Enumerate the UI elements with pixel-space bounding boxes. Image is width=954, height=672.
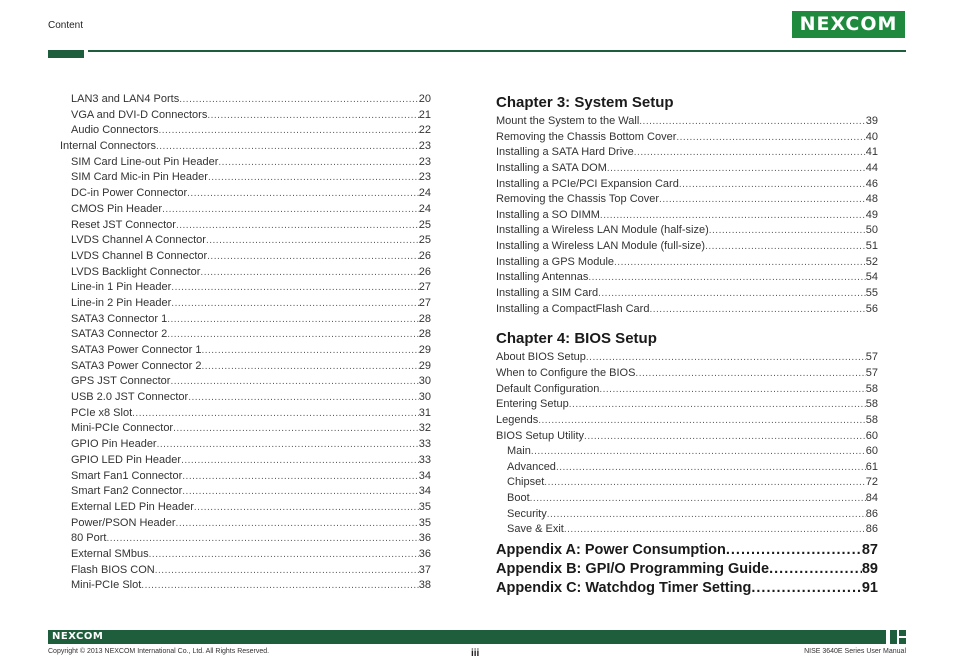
toc-entry[interactable]	[60, 186, 431, 202]
toc-entry-page: 35	[418, 500, 431, 513]
toc-entry-label: Installing a SIM Card	[496, 287, 599, 300]
toc-entry-label: Installing a SATA DOM	[496, 161, 607, 174]
toc-entry[interactable]	[60, 312, 431, 328]
toc-entry[interactable]	[496, 366, 878, 382]
toc-entry-page: 48	[865, 193, 878, 206]
toc-entry-label: Mini-PCIe Slot	[71, 579, 142, 592]
toc-entry[interactable]	[60, 343, 431, 359]
toc-entry-page: 72	[865, 476, 878, 489]
toc-left-column	[60, 92, 431, 594]
dot-leader	[149, 547, 419, 563]
dot-leader	[106, 531, 418, 547]
dot-leader	[599, 382, 865, 398]
toc-entry[interactable]	[60, 516, 431, 532]
dot-leader	[182, 469, 418, 485]
toc-entry[interactable]	[60, 469, 431, 485]
toc-entry[interactable]	[60, 265, 431, 281]
toc-entry-page: 37	[418, 563, 431, 576]
toc-entry-label: Default Configuration	[496, 382, 600, 395]
dot-leader	[170, 374, 418, 390]
toc-entry[interactable]	[60, 123, 431, 139]
dot-leader	[173, 421, 419, 437]
toc-entry-label: About BIOS Setup	[496, 351, 586, 364]
toc-entry-label: Security	[507, 507, 547, 520]
toc-entry[interactable]	[496, 429, 878, 445]
chapter3-title: Chapter 3: System Setup	[496, 94, 674, 111]
toc-entry-page: 20	[418, 93, 431, 105]
toc-entry[interactable]	[60, 437, 431, 453]
toc-entry-label: Save & Exit	[507, 523, 564, 536]
toc-entry-label: Installing Antennas	[496, 271, 589, 284]
toc-entry[interactable]	[496, 507, 878, 523]
toc-entry-page: 49	[865, 208, 878, 221]
toc-entry[interactable]	[60, 92, 431, 108]
toc-entry-page: 33	[418, 438, 431, 451]
toc-entry-page: 58	[865, 398, 878, 411]
toc-entry[interactable]	[60, 421, 431, 437]
toc-entry-page: 55	[865, 287, 878, 300]
toc-entry[interactable]	[496, 145, 878, 161]
toc-entry-page: 21	[418, 108, 431, 121]
toc-entry-page: 35	[418, 516, 431, 529]
toc-entry-label: CMOS Pin Header	[71, 202, 163, 215]
dot-leader	[188, 390, 419, 406]
dot-leader	[607, 161, 866, 177]
toc-entry-label: Installing a SO DIMM	[496, 208, 600, 221]
toc-entry[interactable]	[496, 177, 878, 193]
toc-entry-page: 29	[418, 359, 431, 372]
toc-entry-page: 23	[418, 171, 431, 184]
toc-right-column	[496, 92, 878, 598]
toc-entry[interactable]	[60, 374, 431, 390]
toc-entry[interactable]	[60, 139, 431, 155]
dot-leader	[659, 192, 866, 208]
toc-entry-page: 24	[418, 202, 431, 215]
toc-entry-label: External SMbus	[71, 547, 149, 560]
toc-entry-label: Installing a SATA Hard Drive	[496, 146, 634, 159]
dot-leader	[194, 500, 419, 516]
chapter4-title: Chapter 4: BIOS Setup	[496, 330, 657, 348]
dot-leader	[614, 255, 866, 271]
dot-leader	[584, 429, 866, 445]
toc-entry-page: 38	[418, 579, 431, 592]
toc-entry-label: LVDS Backlight Connector	[71, 265, 201, 278]
dot-leader	[564, 522, 866, 538]
toc-entry[interactable]	[496, 302, 878, 318]
toc-entry-page: 58	[865, 413, 878, 426]
dot-leader	[218, 155, 418, 171]
dot-leader	[569, 397, 866, 413]
toc-entry-page: 24	[418, 187, 431, 200]
toc-entry[interactable]	[496, 286, 878, 302]
toc-entry-page: 25	[418, 218, 431, 231]
dot-leader	[187, 186, 419, 202]
toc-entry[interactable]	[60, 249, 431, 265]
toc-entry[interactable]	[60, 359, 431, 375]
dot-leader	[207, 249, 419, 265]
appendix-page: 89	[861, 561, 878, 578]
toc-entry-label: Main	[507, 445, 531, 458]
dot-leader	[179, 92, 419, 108]
toc-entry-label: LVDS Channel B Connector	[71, 249, 208, 262]
dot-leader	[705, 239, 866, 255]
toc-entry-page: 34	[418, 469, 431, 482]
toc-entry-label: Internal Connectors	[60, 140, 156, 153]
toc-entry-page: 50	[865, 224, 878, 237]
dot-leader	[709, 223, 866, 239]
toc-entry[interactable]	[60, 390, 431, 406]
dot-leader	[171, 280, 418, 296]
toc-entry-label: Smart Fan1 Connector	[71, 469, 183, 482]
dot-leader	[176, 218, 419, 234]
copyright-text: Copyright © 2013 NEXCOM International Co., Ltd. All Rights Reserved.	[48, 648, 270, 655]
appendix-label: Appendix A: Power Consumption	[496, 542, 726, 559]
toc-entry[interactable]	[496, 522, 878, 538]
dot-leader	[141, 578, 418, 594]
toc-entry-page: 26	[418, 265, 431, 278]
toc-entry[interactable]	[60, 547, 431, 563]
toc-entry[interactable]	[60, 202, 431, 218]
toc-entry-page: 57	[865, 351, 878, 364]
toc-entry-page: 28	[418, 328, 431, 341]
toc-entry-page: 33	[418, 453, 431, 466]
toc-entry-page: 36	[418, 532, 431, 545]
toc-entry-label: Installing a Wireless LAN Module (full-size)	[496, 240, 706, 253]
dot-leader	[200, 265, 418, 281]
toc-entry-label: Line-in 1 Pin Header	[71, 281, 172, 294]
toc-entry[interactable]	[60, 280, 431, 296]
toc-entry-page: 60	[865, 429, 878, 442]
dot-leader	[176, 516, 419, 532]
toc-entry-page: 27	[418, 281, 431, 294]
dot-leader	[167, 327, 419, 343]
toc-entry-page: 44	[865, 161, 878, 174]
toc-entry[interactable]	[496, 130, 878, 146]
toc-entry-label: Removing the Chassis Bottom Cover	[496, 130, 677, 143]
toc-entry[interactable]	[60, 296, 431, 312]
dot-leader	[679, 177, 866, 193]
toc-entry-page: 84	[865, 492, 878, 505]
dot-leader	[544, 475, 865, 491]
toc-entry-label: BIOS Setup Utility	[496, 429, 585, 442]
toc-entry[interactable]	[496, 460, 878, 476]
toc-entry-label: External LED Pin Header	[71, 500, 194, 513]
dot-leader	[531, 444, 866, 460]
dot-leader	[751, 579, 861, 598]
dot-leader	[547, 507, 866, 523]
dot-leader	[635, 366, 865, 382]
toc-entry-label: DC-in Power Connector	[71, 187, 188, 200]
toc-entry[interactable]	[496, 161, 878, 177]
dot-leader	[201, 343, 418, 359]
dot-leader	[206, 233, 419, 249]
toc-entry-label: Boot	[507, 492, 530, 505]
header-section-label: Content	[48, 20, 84, 31]
toc-entry[interactable]	[496, 413, 878, 429]
dot-leader	[726, 541, 862, 560]
toc-entry[interactable]	[60, 563, 431, 579]
header-rule	[88, 50, 906, 52]
toc-entry[interactable]	[496, 350, 878, 366]
dot-leader	[167, 312, 419, 328]
toc-entry[interactable]	[496, 255, 878, 271]
toc-entry-page: 23	[418, 140, 431, 153]
toc-entry[interactable]	[60, 453, 431, 469]
toc-entry-label: Mount the System to the Wall	[496, 115, 640, 127]
toc-entry-label: Legends	[496, 413, 539, 426]
footer-squares-icon	[890, 630, 906, 644]
toc-entry-label: GPS JST Connector	[71, 375, 171, 388]
toc-entry[interactable]	[496, 208, 878, 224]
footer-logo: NEXCOM	[52, 631, 104, 642]
toc-entry-page: 58	[865, 382, 878, 395]
toc-entry-page: 40	[865, 130, 878, 143]
dot-leader	[676, 130, 865, 146]
dot-leader	[556, 460, 866, 476]
toc-entry-page: 28	[418, 312, 431, 325]
toc-entry-page: 57	[865, 366, 878, 379]
manual-title: NISE 3640E Series User Manual	[804, 648, 906, 655]
dot-leader	[600, 208, 866, 224]
dot-leader	[769, 560, 862, 579]
appendix-page: 91	[861, 580, 878, 597]
toc-entry-page: 27	[418, 296, 431, 309]
toc-entry-label: Line-in 2 Pin Header	[71, 296, 172, 309]
toc-entry-label: Installing a PCIe/PCI Expansion Card	[496, 177, 679, 190]
dot-leader	[207, 108, 418, 124]
toc-entry-label: Reset JST Connector	[71, 218, 176, 231]
toc-entry[interactable]	[496, 192, 878, 208]
dot-leader	[586, 350, 866, 366]
dot-leader	[132, 406, 419, 422]
dot-leader	[208, 170, 419, 186]
toc-entry-page: 30	[418, 375, 431, 388]
dot-leader	[181, 453, 419, 469]
toc-entry[interactable]	[496, 397, 878, 413]
appendix-label: Appendix B: GPI/O Programming Guide	[496, 561, 770, 578]
toc-entry[interactable]	[496, 223, 878, 239]
toc-entry[interactable]	[496, 114, 878, 130]
toc-entry-label: LAN3 and LAN4 Ports	[71, 93, 180, 105]
toc-entry-page: 30	[418, 391, 431, 404]
toc-entry[interactable]	[496, 270, 878, 286]
toc-entry-label: Installing a CompactFlash Card	[496, 302, 650, 315]
nexcom-logo	[792, 11, 905, 38]
toc-entry[interactable]	[60, 108, 431, 124]
dot-leader	[530, 491, 866, 507]
toc-entry-page: 22	[418, 124, 431, 137]
toc-entry-label: GPIO LED Pin Header	[71, 453, 182, 466]
toc-entry-label: Installing a GPS Module	[496, 255, 615, 268]
page-number: iii	[471, 648, 480, 659]
toc-entry-label: When to Configure the BIOS	[496, 366, 636, 379]
toc-entry-page: 61	[865, 460, 878, 473]
toc-entry-label: Mini-PCIe Connector	[71, 422, 174, 435]
toc-entry[interactable]	[496, 382, 878, 398]
dot-leader	[538, 413, 866, 429]
toc-entry[interactable]	[60, 531, 431, 547]
toc-entry-page: 46	[865, 177, 878, 190]
appendix-entry[interactable]	[496, 560, 878, 579]
dot-leader	[598, 286, 866, 302]
toc-entry-label: Advanced	[507, 460, 556, 473]
toc-entry-page: 31	[418, 406, 431, 419]
appendix-entry[interactable]	[496, 579, 878, 598]
dot-leader	[155, 563, 419, 579]
toc-entry-label: Smart Fan2 Connector	[71, 485, 183, 498]
toc-entry-label: Flash BIOS CON	[71, 563, 155, 576]
toc-entry-page: 36	[418, 547, 431, 560]
toc-entry-page: 29	[418, 344, 431, 356]
toc-entry-label: SATA3 Power Connector 1	[71, 344, 202, 356]
dot-leader	[634, 145, 866, 161]
dot-leader	[639, 114, 865, 130]
toc-entry[interactable]	[496, 239, 878, 255]
toc-entry-page: 54	[865, 271, 878, 284]
toc-entry[interactable]	[496, 444, 878, 460]
chapter3-entries	[496, 114, 878, 317]
toc-entry[interactable]	[496, 491, 878, 507]
appendix-list	[496, 541, 878, 598]
toc-entry-label: SIM Card Line-out Pin Header	[71, 155, 219, 168]
toc-entry-page: 52	[865, 255, 878, 268]
toc-entry-page: 26	[418, 249, 431, 262]
toc-entry-label: LVDS Channel A Connector	[71, 234, 206, 247]
dot-leader	[157, 437, 419, 453]
appendix-entry[interactable]	[496, 541, 878, 560]
toc-entry-page: 41	[865, 146, 878, 159]
toc-entry-label: Chipset	[507, 476, 545, 489]
toc-entry-page: 51	[865, 240, 878, 253]
toc-entry-label: Power/PSON Header	[71, 516, 176, 529]
toc-entry[interactable]	[60, 233, 431, 249]
toc-entry-label: SIM Card Mic-in Pin Header	[71, 171, 208, 184]
toc-entry-label: Audio Connectors	[71, 124, 159, 137]
dot-leader	[171, 296, 418, 312]
toc-entry-label: SATA3 Connector 1	[71, 312, 168, 325]
toc-entry-page: 23	[418, 155, 431, 168]
toc-entry[interactable]	[60, 170, 431, 186]
toc-entry-page: 86	[865, 523, 878, 536]
toc-entry[interactable]	[60, 218, 431, 234]
toc-entry-page: 32	[418, 422, 431, 435]
dot-leader	[649, 302, 865, 318]
nexcom-logo-text: NEXCOM	[799, 13, 898, 35]
dot-leader	[156, 139, 419, 155]
dot-leader	[158, 123, 418, 139]
toc-entry-page: 39	[865, 115, 878, 127]
toc-entry-label: 80 Port	[71, 532, 107, 545]
toc-entry-page: 34	[418, 485, 431, 498]
toc-entry-label: GPIO Pin Header	[71, 438, 157, 451]
toc-entry-label: SATA3 Power Connector 2	[71, 359, 202, 372]
toc-entry[interactable]	[60, 406, 431, 422]
toc-entry-page: 60	[865, 445, 878, 458]
toc-entry[interactable]	[60, 155, 431, 171]
toc-entry[interactable]	[60, 484, 431, 500]
toc-entry[interactable]	[60, 500, 431, 516]
toc-entry-page: 56	[865, 302, 878, 315]
toc-entry-label: Removing the Chassis Top Cover	[496, 193, 660, 206]
appendix-page: 87	[861, 542, 878, 559]
header-block	[48, 50, 84, 58]
toc-entry-label: PCIe x8 Slot	[71, 406, 133, 419]
dot-leader	[182, 484, 418, 500]
dot-leader	[588, 270, 865, 286]
toc-entry-label: Installing a Wireless LAN Module (half-size)	[496, 224, 709, 237]
toc-entry-label: VGA and DVI-D Connectors	[71, 108, 208, 121]
footer-bar	[48, 630, 886, 644]
toc-entry[interactable]	[496, 475, 878, 491]
toc-entry[interactable]	[60, 578, 431, 594]
toc-entry-label: SATA3 Connector 2	[71, 328, 168, 341]
dot-leader	[162, 202, 419, 218]
toc-entry-label: Entering Setup	[496, 398, 569, 411]
toc-entry-page: 86	[865, 507, 878, 520]
toc-entry[interactable]	[60, 327, 431, 343]
appendix-label: Appendix C: Watchdog Timer Setting	[496, 580, 752, 597]
toc-entry-label: USB 2.0 JST Connector	[71, 391, 189, 404]
chapter4-entries	[496, 350, 878, 538]
dot-leader	[201, 359, 418, 375]
toc-entry-page: 25	[418, 234, 431, 247]
